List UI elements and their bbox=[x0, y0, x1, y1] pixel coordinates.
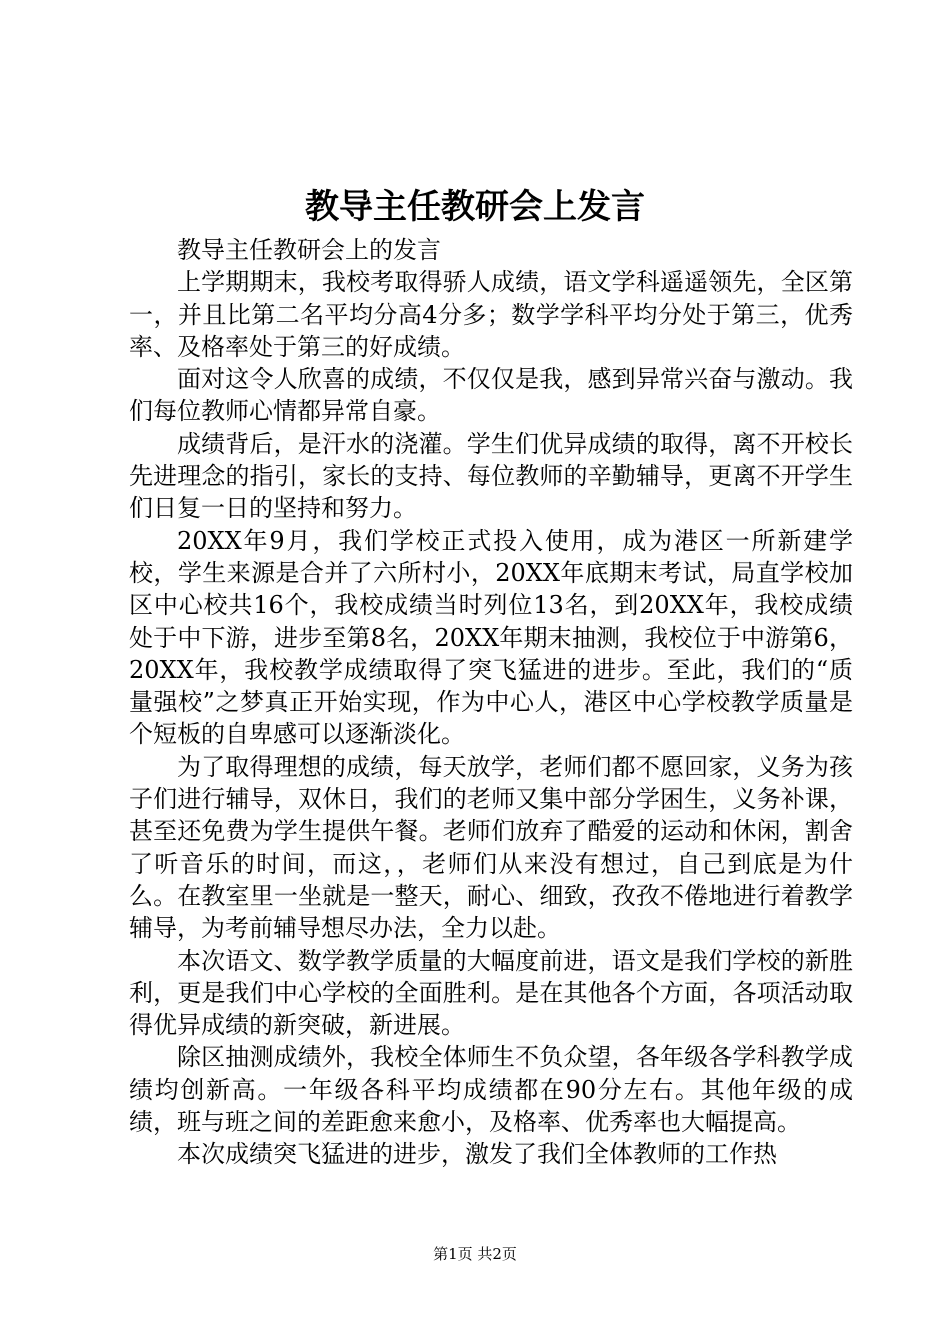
paragraph: 面对这令人欣喜的成绩，不仅仅是我，感到异常兴奋与激动。我们每位教师心情都异常自豪。 bbox=[129, 365, 853, 426]
paragraph: 本次成绩突飞猛进的进步，激发了我们全体教师的工作热 bbox=[177, 1140, 777, 1169]
paragraph: 为了取得理想的成绩，每天放学，老师们都不愿回家，义务为孩子们进行辅导，双休日，我们的老师又集中部分学困生，义务补课，甚至还免费为学生提供午餐。老师们放弃了酷爱的运动和休闲，割舍了听音乐的时间，而这，，老师们从来没有想过，自己到底是为什么。在教室里一坐就是一整天，耐心、细致，孜孜不倦地进行着教学辅导，为考前辅导想尽办法，全力以赴。 bbox=[129, 752, 853, 943]
page-footer: 第1页 共2页 bbox=[433, 1245, 517, 1263]
paragraph: 20XX年9月，我们学校正式投入使用，成为港区一所新建学校，学生来源是合并了六所村小，20XX年底期末考试，局直学校加区中心校共16个，我校成绩当时列位13名，到20XX年，我校成绩处于中下游，进步至第8名，20XX年期末抽测，我校位于中游第6，20XX年，我校教学成绩取得了突飞猛进的进步。至此，我们的“质量强校”之梦真正开始实现，作为中心人，港区中心学校教学质量是个短板的自卑感可以逐渐淡化。 bbox=[129, 526, 853, 749]
document-title: 教导主任教研会上发言 bbox=[305, 187, 645, 227]
document-body bbox=[129, 234, 853, 1171]
paragraph: 除区抽测成绩外，我校全体师生不负众望，各年级各学科教学成绩均创新高。一年级各科平均成绩都在90分左右。其他年级的成绩，班与班之间的差距愈来愈小，及格率、优秀率也大幅提高。 bbox=[129, 1043, 853, 1137]
paragraph: 本次语文、数学教学质量的大幅度前进，语文是我们学校的新胜利，更是我们中心学校的全面胜利。是在其他各个方面，各项活动取得优异成绩的新突破，新进展。 bbox=[129, 946, 853, 1040]
paragraph: 成绩背后，是汗水的浇灌。学生们优异成绩的取得，离不开校长先进理念的指引，家长的支持、每位教师的辛勤辅导，更离不开学生们日复一日的坚持和努力。 bbox=[129, 429, 853, 523]
paragraph: 教导主任教研会上的发言 bbox=[177, 236, 441, 264]
paragraph: 上学期期末，我校考取得骄人成绩，语文学科遥遥领先，全区第一，并且比第二名平均分高4分多；数学学科平均分处于第三，优秀率、及格率处于第三的好成绩。 bbox=[129, 268, 853, 361]
